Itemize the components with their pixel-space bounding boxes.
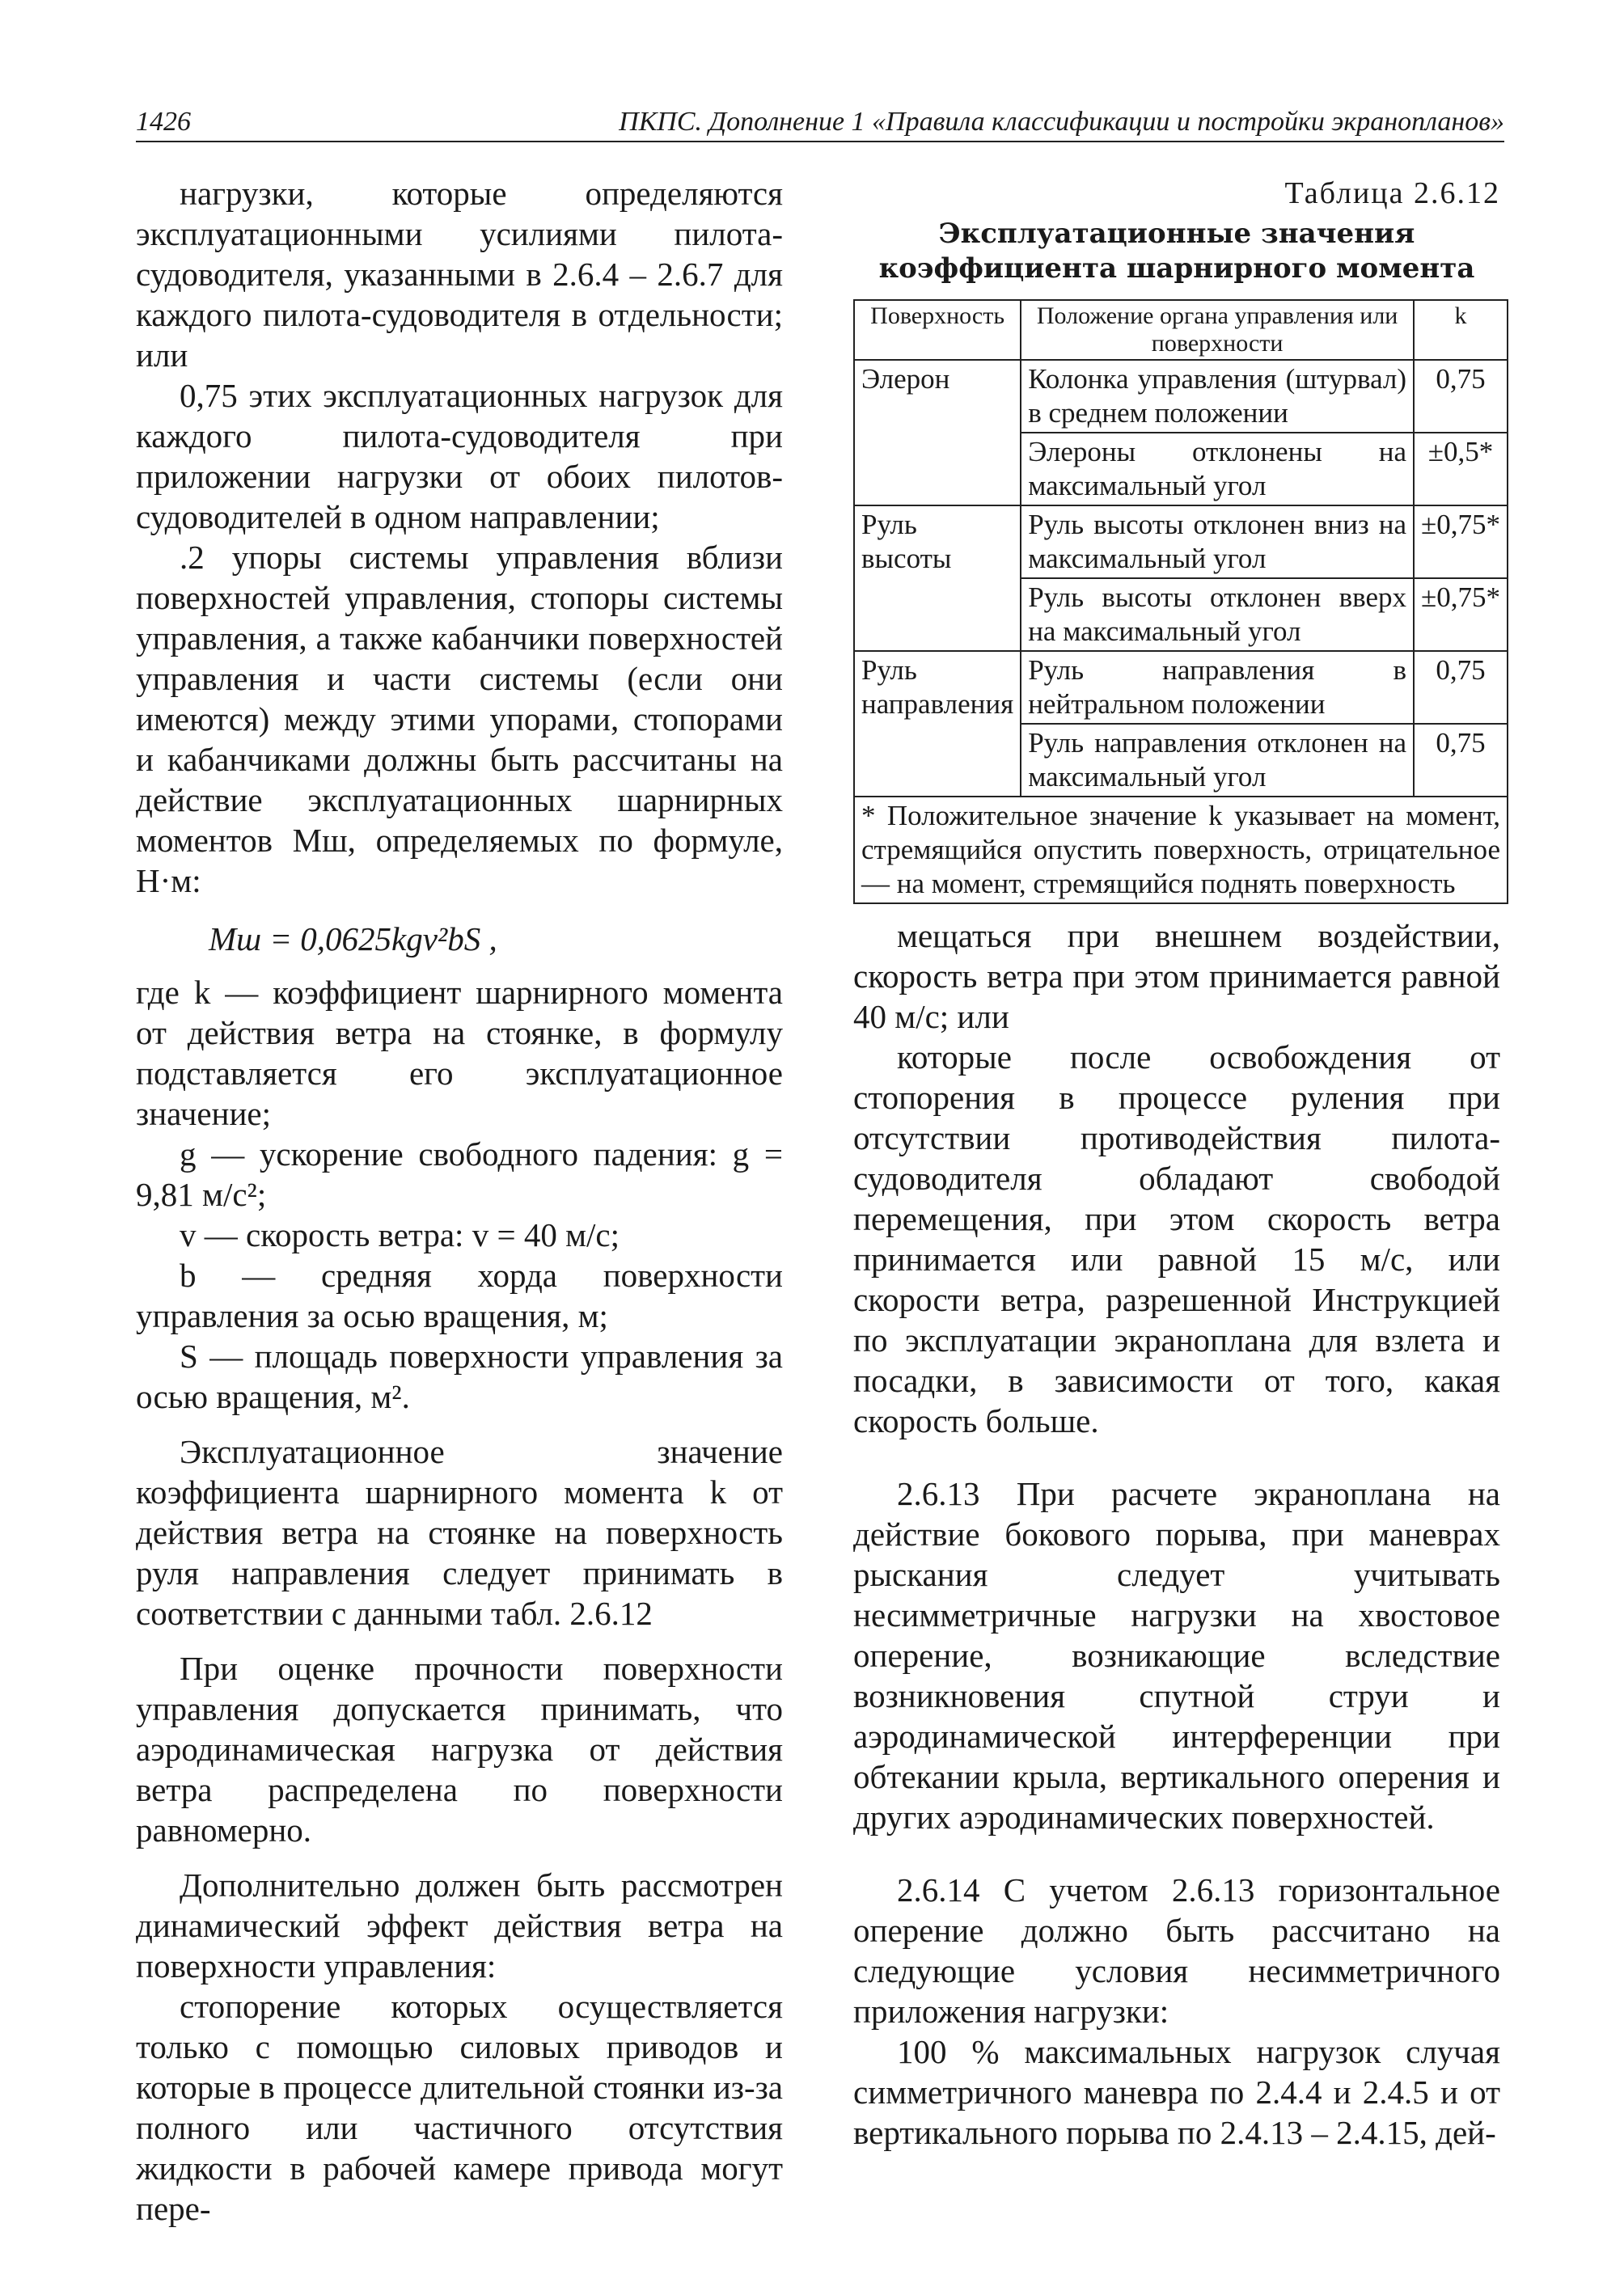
left-column — [136, 173, 783, 2229]
position-cell: Элероны отклонены на максимальный угол — [1021, 433, 1414, 505]
paragraph: При оценке прочности поверхности управления допускается принимать, что аэродинамическая нагрузка от действия ветра распределена по поверхности равномерно. — [136, 1650, 783, 1849]
paragraph: v — скорость ветра: v = 40 м/с; — [180, 1216, 620, 1253]
formula: Mш = 0,0625kgv²bS , — [209, 920, 497, 957]
header-cell: k — [1414, 300, 1508, 360]
position-cell: Руль высоты отклонен вверх на максимальный угол — [1021, 578, 1414, 651]
paragraph: S — площадь поверхности управления за осью вращения, м². — [136, 1338, 783, 1415]
header-cell: Положение органа управления или поверхности — [1021, 300, 1414, 360]
paragraph: .2 упоры системы управления вблизи поверхностей управления, стопоры системы управления, а также кабанчики поверхностей управления и части системы (если они имеются) между этими упорами, стопорами и кабанчиками должны быть рассчитаны на действие эксплуатационных шарнирных моментов Mш, определяемых по формуле, Н·м: — [136, 539, 783, 899]
position-cell: Руль направления отклонен на максимальный угол — [1021, 724, 1414, 797]
k-cell: ±0,75* — [1414, 505, 1508, 578]
table-footnote-row — [854, 797, 1508, 903]
table-header-row — [854, 300, 1508, 360]
k-cell: ±0,75* — [1414, 578, 1508, 651]
page-header — [136, 104, 1504, 142]
table-row — [854, 651, 1508, 724]
surface-cell: Элерон — [854, 360, 1021, 505]
k-cell: 0,75 — [1414, 724, 1508, 797]
k-cell: ±0,5* — [1414, 433, 1508, 505]
position-cell: Руль высоты отклонен вниз на максимальный угол — [1021, 505, 1414, 578]
section-2-6-14: 2.6.14 С учетом 2.6.13 горизонтальное оперение должно быть рассчитано на следующие условия несимметричного приложения нагрузки: — [853, 1871, 1500, 2030]
paragraph: g — ускорение свободного падения: g = 9,81 м/с²; — [136, 1135, 783, 1213]
surface-cell: Руль высоты — [854, 505, 1021, 651]
position-cell: Колонка управления (штурвал) в среднем положении — [1021, 360, 1414, 433]
position-cell: Руль направления в нейтральном положении — [1021, 651, 1414, 724]
k-cell: 0,75 — [1414, 651, 1508, 724]
paragraph: которые после освобождения от стопорения в процессе руления при отсутствии противодействия пилота-судоводителя обладают свободой перемещения, при этом скорость ветра принимается или равной 15 м/с, или скорости ветра, разрешенной Инструкцией по эксплуатации экраноплана для взлета и посадки, в зависимости от того, какая скорость больше. — [853, 1038, 1500, 1439]
running-title: ПКПС. Дополнение 1 «Правила классификации и постройки экранопланов» — [619, 107, 1504, 137]
page-number: 1426 — [136, 107, 191, 137]
table-row — [854, 360, 1508, 433]
table-title: Эксплуатационные значения коэффициента шарнирного момента — [878, 218, 1475, 285]
surface-cell: Руль направления — [854, 651, 1021, 797]
paragraph: 0,75 этих эксплуатационных нагрузок для каждого пилота-судоводителя при приложении нагрузки от обоих пилотов-судоводителей в одном направлении; — [136, 377, 783, 535]
right-column — [853, 173, 1500, 2153]
table-row — [854, 505, 1508, 578]
paragraph: нагрузки, которые определяются эксплуатационными усилиями пилота-судоводителя, указанными в 2.6.4 – 2.6.7 для каждого пилота-судоводителя в отдельности; или — [136, 175, 783, 374]
paragraph: b — средняя хорда поверхности управления за осью вращения, м; — [136, 1257, 783, 1334]
paragraph: стопорение которых осуществляется только с помощью силовых приводов и которые в процессе длительной стоянки из-за полного или частичного отсутствия жидкости в рабочей камере привода могут пере- — [136, 1988, 783, 2227]
table-footnote: * Положительное значение k указывает на момент, стремящийся опустить поверхность, отрицательное — на момент, стремящийся поднять поверхность — [854, 797, 1508, 903]
paragraph: мещаться при внешнем воздействии, скорость ветра при этом принимается равной 40 м/с; или — [853, 917, 1500, 1035]
paragraph: Эксплуатационное значение коэффициента шарнирного момента k от действия ветра на стоянке на поверхность руля направления следует принимать в соответствии с данными табл. 2.6.12 — [136, 1433, 783, 1632]
k-cell: 0,75 — [1414, 360, 1508, 433]
table-label: Таблица 2.6.12 — [1284, 176, 1500, 210]
paragraph: 100 % максимальных нагрузок случая симметричного маневра по 2.4.4 и 2.4.5 и от вертикального порыва по 2.4.13 – 2.4.15, дей- — [853, 2033, 1500, 2151]
section-2-6-13: 2.6.13 При расчете экраноплана на действие бокового порыва, при маневрах рыскания следует учитывать несимметричные нагрузки на хвостовое оперение, возникающие вследствие возникновения спутной струи и аэродинамической интерференции при обтекании крыла, вертикального оперения и других аэродинамических поверхностей. — [853, 1475, 1500, 1836]
paragraph: Дополнительно должен быть рассмотрен динамический эффект действия ветра на поверхности управления: — [136, 1866, 783, 1985]
coefficient-table — [853, 299, 1508, 904]
header-cell: Поверхность — [854, 300, 1021, 360]
paragraph: где k — коэффициент шарнирного момента от действия ветра на стоянке, в формулу подставляется его эксплуатационное значение; — [136, 974, 783, 1132]
